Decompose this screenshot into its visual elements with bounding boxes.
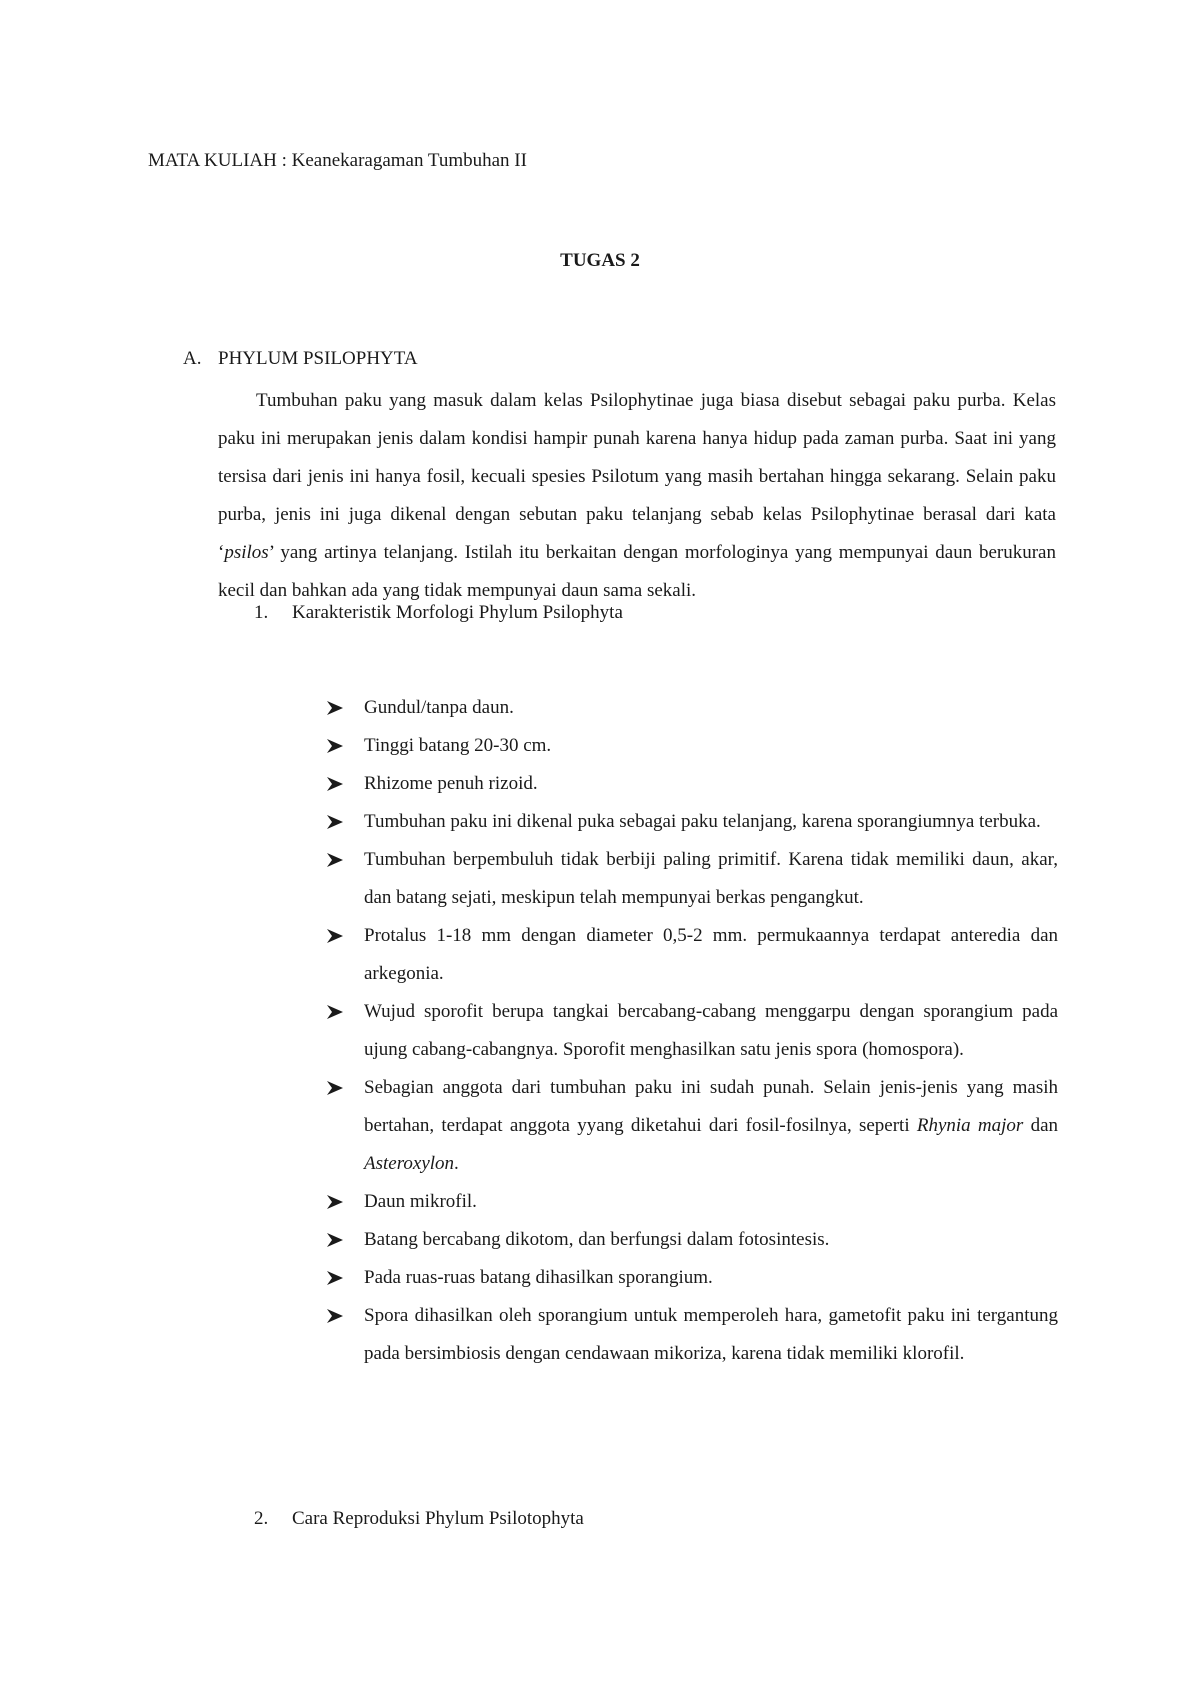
subsection-1-heading (254, 600, 623, 626)
morphology-bullet-list (326, 689, 1058, 1373)
list-item: Protalus 1-18 mm dengan diameter 0,5-2 mm. permukaannya terdapat anteredia dan arkegonia. (326, 917, 1058, 993)
subsection-number: 2. (254, 1508, 269, 1529)
list-item: Daun mikrofil. (326, 1183, 1058, 1221)
species-name: Rhynia major (916, 1115, 1024, 1136)
list-item: Pada ruas-ruas batang dihasilkan sporangium. (326, 1259, 1058, 1297)
intro-paragraph (218, 382, 1056, 610)
arrowhead-bullet-icon (326, 1069, 352, 1107)
paragraph-text-2: ’ yang artinya telanjang. Istilah itu berkaitan dengan morfologinya yang mempunyai daun berukuran kecil dan bahkan ada yang tidak mempunyai daun sama sekali. (218, 542, 1056, 601)
subsection-title: Karakteristik Morfologi Phylum Psilophyta (292, 602, 623, 623)
arrowhead-bullet-icon (326, 1259, 352, 1297)
arrowhead-bullet-icon (326, 689, 352, 727)
subsection-2-heading (254, 1506, 584, 1532)
arrowhead-bullet-icon (326, 803, 352, 841)
list-item: Spora dihasilkan oleh sporangium untuk memperoleh hara, gametofit paku ini tergantung pada bersimbiosis dengan cendawaan mikoriza, karena tidak memiliki klorofil. (326, 1297, 1058, 1373)
arrowhead-bullet-icon (326, 765, 352, 803)
arrowhead-bullet-icon (326, 993, 352, 1031)
paragraph-italic-term: psilos (224, 542, 269, 563)
arrowhead-bullet-icon (326, 1297, 352, 1335)
section-a-heading (183, 346, 418, 372)
assignment-title: TUGAS 2 (560, 250, 640, 271)
list-item: Sebagian anggota dari tumbuhan paku ini sudah punah. Selain jenis-jenis yang masih bertahan, terdapat anggota yyang diketahui dari fosil-fosilnya, seperti Rhynia major dan Asteroxylon. (326, 1069, 1058, 1183)
arrowhead-bullet-icon (326, 917, 352, 955)
list-item: Tumbuhan paku ini dikenal puka sebagai paku telanjang, karena sporangiumnya terbuka. (326, 803, 1058, 841)
list-item: Tumbuhan berpembuluh tidak berbiji paling primitif. Karena tidak memiliki daun, akar, dan batang sejati, meskipun telah mempunyai berkas pengangkut. (326, 841, 1058, 917)
section-title: PHYLUM PSILOPHYTA (218, 348, 418, 369)
arrowhead-bullet-icon (326, 727, 352, 765)
list-item: Rhizome penuh rizoid. (326, 765, 1058, 803)
arrowhead-bullet-icon (326, 841, 352, 879)
section-marker: A. (183, 348, 202, 369)
species-name: Asteroxylon (364, 1153, 455, 1174)
list-item: Wujud sporofit berupa tangkai bercabang-cabang menggarpu dengan sporangium pada ujung cabang-cabangnya. Sporofit menghasilkan satu jenis spora (homospora). (326, 993, 1058, 1069)
list-item: Batang bercabang dikotom, dan berfungsi dalam fotosintesis. (326, 1221, 1058, 1259)
list-item: Gundul/tanpa daun. (326, 689, 1058, 727)
arrowhead-bullet-icon (326, 1183, 352, 1221)
subsection-title: Cara Reproduksi Phylum Psilotophyta (292, 1508, 584, 1529)
arrowhead-bullet-icon (326, 1221, 352, 1259)
course-line: MATA KULIAH : Keanekaragaman Tumbuhan II (148, 150, 527, 171)
paragraph-text-1: Tumbuhan paku yang masuk dalam kelas Psilophytinae juga biasa disebut sebagai paku purba. Kelas paku ini merupakan jenis dalam kondisi hampir punah karena hanya hidup pada zaman purba. Saat ini yang tersisa dari jenis ini hanya fosil, kecuali spesies Psilotum yang masih bertahan hingga sekarang. Selain paku purba, jenis ini juga dikenal dengan sebutan paku telanjang sebab kelas Psilophytinae berasal dari kata ‘ (218, 390, 1056, 563)
subsection-number: 1. (254, 602, 269, 623)
list-item: Tinggi batang 20-30 cm. (326, 727, 1058, 765)
